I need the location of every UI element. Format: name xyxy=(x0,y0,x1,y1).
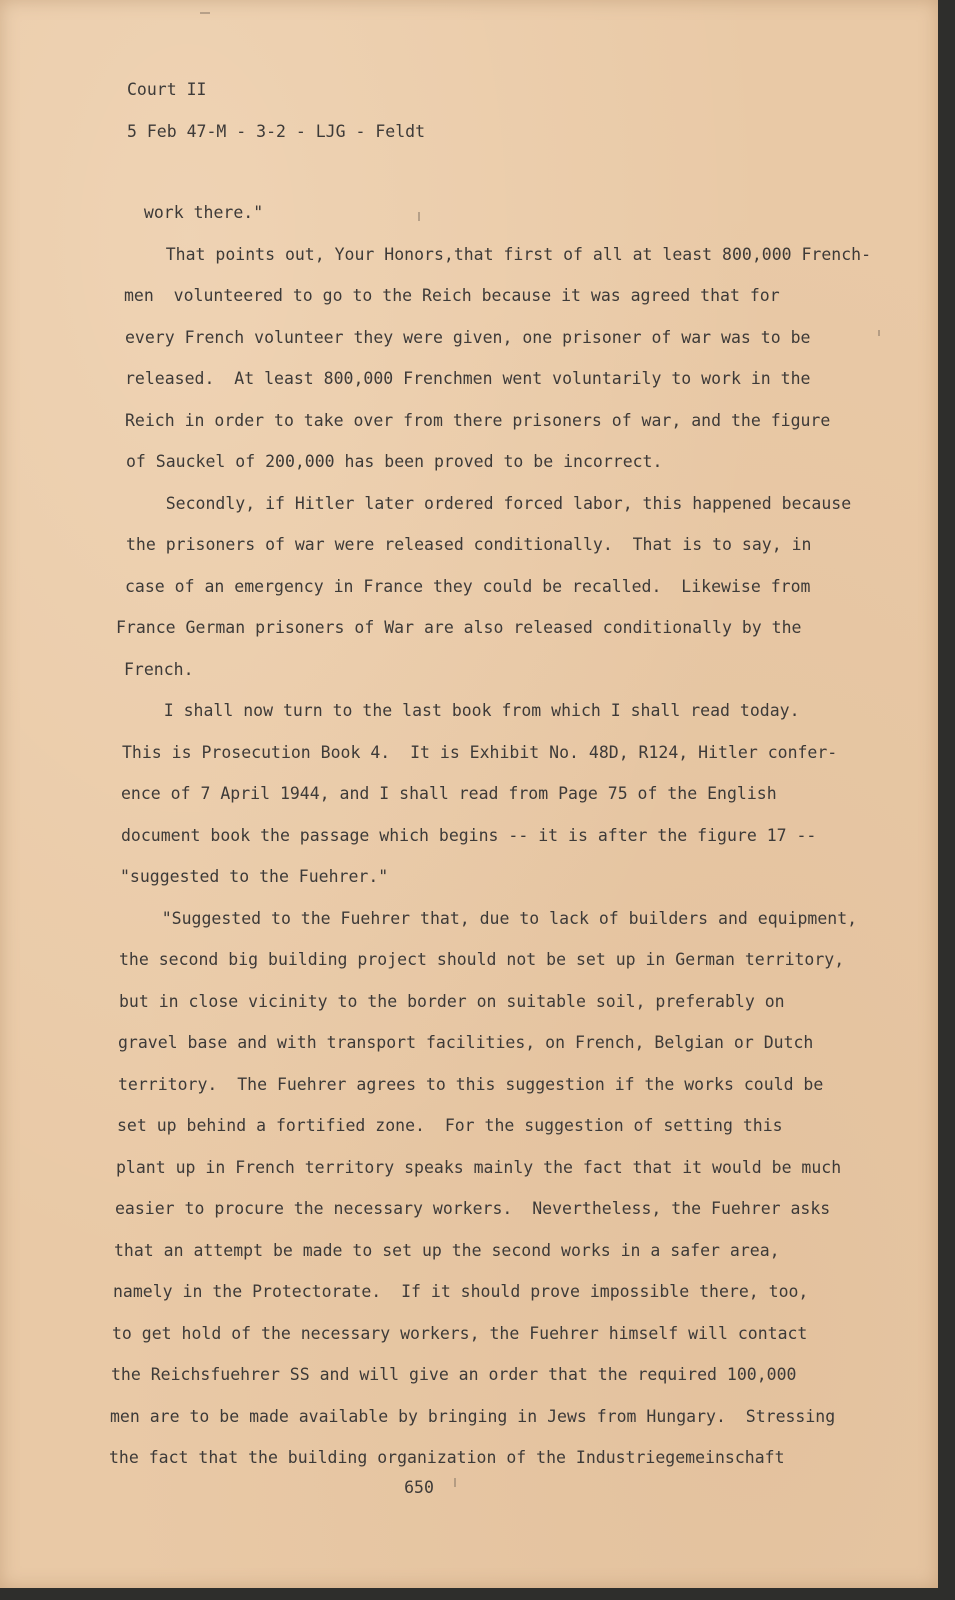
page-number-text: 650 xyxy=(404,1478,434,1497)
text-line: namely in the Protectorate. If it should prove impossible there, too, xyxy=(113,1282,809,1301)
text-line: This is Prosecution Book 4. It is Exhibit No. 48D, R124, Hitler confer- xyxy=(122,742,838,762)
text-line: France German prisoners of War are also released conditionally by the xyxy=(116,618,802,637)
text-line: of Sauckel of 200,000 has been proved to be incorrect. xyxy=(126,452,663,471)
transcript-reference: 5 Feb 47-M - 3-2 - LJG - Feldt xyxy=(127,122,426,141)
text-line: to get hold of the necessary workers, the Fuehrer himself will contact xyxy=(112,1323,808,1343)
text-line: "suggested to the Fuehrer." xyxy=(120,867,389,886)
text-line: French. xyxy=(124,659,194,679)
text-line: men are to be made available by bringing in Jews from Hungary. Stressing xyxy=(110,1406,836,1426)
text-line: the second big building project should not be set up in German territory, xyxy=(119,950,845,969)
scan-border-bottom xyxy=(0,1588,955,1600)
text-line: but in close vicinity to the border on suitable soil, preferably on xyxy=(119,991,785,1011)
text-line: Reich in order to take over from there prisoners of war, and the figure xyxy=(125,410,831,430)
text-line: the prisoners of war were released conditionally. That is to say, in xyxy=(126,535,812,554)
text-line: Secondly, if Hitler later ordered forced labor, this happened because xyxy=(126,493,852,513)
paper-speck xyxy=(200,12,210,14)
paper-speck xyxy=(878,330,880,336)
text-line: the Reichsfuehrer SS and will give an order that the required 100,000 xyxy=(111,1365,797,1384)
text-line: set up behind a fortified zone. For the suggestion of setting this xyxy=(117,1116,783,1135)
text-line: ence of 7 April 1944, and I shall read from Page 75 of the English xyxy=(121,784,777,803)
text-line: released. At least 800,000 Frenchmen went voluntarily to work in the xyxy=(125,369,811,388)
scan-border-right xyxy=(938,0,955,1600)
page-number xyxy=(0,1478,938,1497)
text-line: "Suggested to the Fuehrer that, due to lack of builders and equipment, xyxy=(122,908,858,928)
text-line: men volunteered to go to the Reich because it was agreed that for xyxy=(124,286,780,305)
text-line: plant up in French territory speaks mainly the fact that it would be much xyxy=(116,1157,842,1177)
paper-speck xyxy=(418,212,420,221)
paper-speck xyxy=(454,1478,456,1487)
text-line: That points out, Your Honors,that first of all at least 800,000 French- xyxy=(126,244,872,264)
transcript-body xyxy=(109,198,906,1485)
text-line: the fact that the building organization of the Industriegemeinschaft xyxy=(109,1448,785,1467)
text-line: work there." xyxy=(134,203,264,222)
text-line: easier to procure the necessary workers. Nevertheless, the Fuehrer asks xyxy=(115,1199,831,1218)
text-line: document book the passage which begins -- it is after the figure 17 -- xyxy=(121,825,817,845)
text-line: gravel base and with transport facilities, on French, Belgian or Dutch xyxy=(118,1033,814,1052)
text-line: I shall now turn to the last book from which I shall read today. xyxy=(124,701,800,720)
text-line: case of an emergency in France they could be recalled. Likewise from xyxy=(125,576,811,596)
court-label: Court II xyxy=(127,80,207,99)
text-line: territory. The Fuehrer agrees to this suggestion if the works could be xyxy=(118,1074,824,1094)
text-line: that an attempt be made to set up the second works in a safer area, xyxy=(114,1240,780,1260)
text-line: every French volunteer they were given, one prisoner of war was to be xyxy=(125,327,811,347)
